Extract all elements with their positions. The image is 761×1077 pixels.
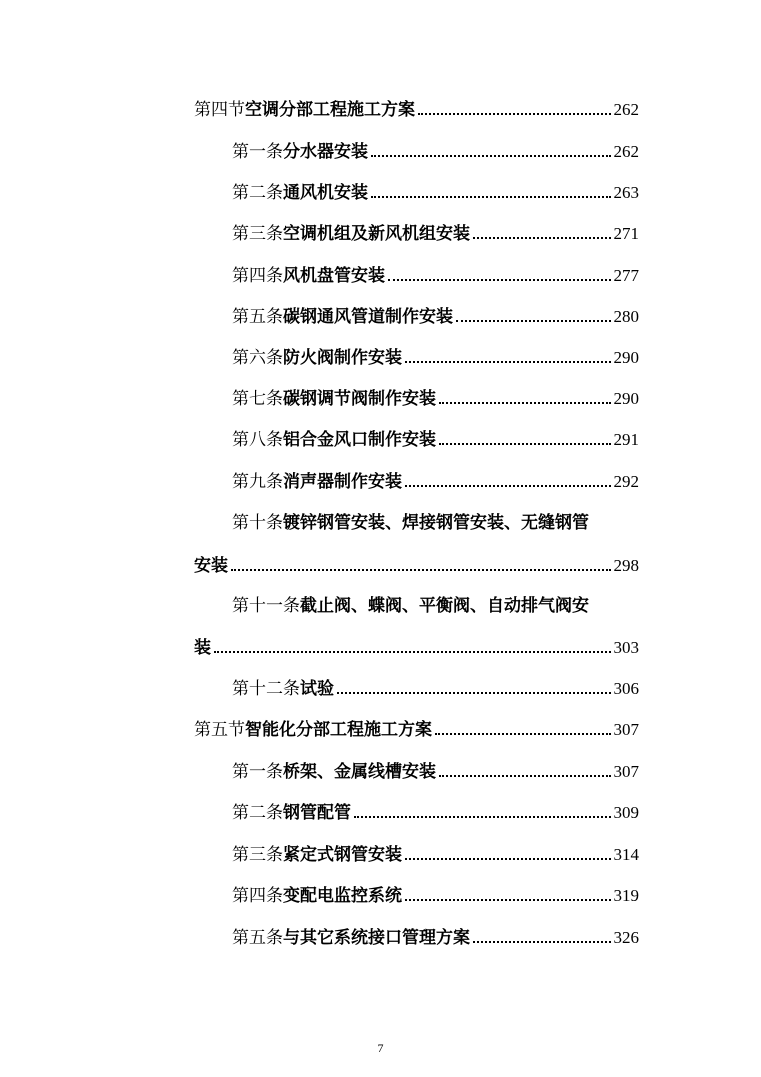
dot-leader bbox=[405, 857, 611, 860]
toc-prefix: 第八条 bbox=[232, 430, 283, 450]
toc-prefix: 第五条 bbox=[232, 928, 283, 948]
toc-prefix: 第十一条 bbox=[232, 596, 300, 616]
toc-prefix: 第五条 bbox=[232, 307, 283, 327]
toc-page-number: 326 bbox=[613, 928, 639, 947]
toc-prefix: 第六条 bbox=[232, 348, 283, 368]
dot-leader bbox=[405, 360, 611, 363]
toc-prefix: 第十条 bbox=[232, 513, 283, 533]
dot-leader bbox=[439, 774, 611, 777]
toc-section-5[interactable] bbox=[194, 719, 639, 741]
toc-item[interactable] bbox=[232, 802, 639, 824]
dot-leader bbox=[214, 650, 611, 653]
dot-leader bbox=[354, 815, 611, 818]
toc-heading: 试验 bbox=[300, 679, 334, 699]
toc-prefix: 第五节 bbox=[194, 720, 245, 740]
toc-title bbox=[232, 761, 436, 783]
toc-prefix: 第三条 bbox=[232, 845, 283, 865]
toc-heading: 碳钢通风管道制作安装 bbox=[283, 307, 453, 327]
toc-page-number: 262 bbox=[613, 142, 639, 161]
toc-title bbox=[232, 844, 402, 866]
toc-page-number: 314 bbox=[613, 845, 639, 864]
dot-leader bbox=[371, 195, 611, 198]
toc-page-number: 307 bbox=[613, 762, 639, 781]
toc-item[interactable] bbox=[232, 141, 639, 163]
toc-prefix: 第三条 bbox=[232, 224, 283, 244]
toc-item-11-line1[interactable] bbox=[232, 595, 639, 617]
toc-prefix: 第二条 bbox=[232, 183, 283, 203]
toc-title bbox=[232, 512, 589, 534]
toc-page-number: 291 bbox=[613, 430, 639, 449]
toc-title bbox=[232, 388, 436, 410]
toc-heading: 桥架、金属线槽安装 bbox=[283, 762, 436, 782]
toc-heading: 智能化分部工程施工方案 bbox=[245, 720, 432, 740]
toc-item[interactable] bbox=[232, 471, 639, 493]
toc-title bbox=[194, 99, 415, 121]
toc-prefix: 第四节 bbox=[194, 100, 245, 120]
toc-title bbox=[232, 347, 402, 369]
toc-page-number: 290 bbox=[613, 348, 639, 367]
toc-title bbox=[232, 927, 470, 949]
toc-item-10-line2[interactable] bbox=[194, 555, 639, 577]
toc-title bbox=[232, 802, 351, 824]
toc-heading: 变配电监控系统 bbox=[283, 886, 402, 906]
toc-heading: 空调分部工程施工方案 bbox=[245, 100, 415, 120]
dot-leader bbox=[418, 112, 611, 115]
toc-item[interactable] bbox=[232, 844, 639, 866]
toc-prefix: 第一条 bbox=[232, 142, 283, 162]
toc-title bbox=[232, 182, 368, 204]
toc-page-number: 309 bbox=[613, 803, 639, 822]
toc-title bbox=[232, 429, 436, 451]
toc-prefix: 第九条 bbox=[232, 472, 283, 492]
toc-heading-continued: 安装 bbox=[194, 556, 228, 576]
toc-prefix: 第一条 bbox=[232, 762, 283, 782]
toc-title bbox=[232, 306, 453, 328]
toc-item[interactable] bbox=[232, 429, 639, 451]
toc-title bbox=[194, 719, 432, 741]
toc-page-number: 298 bbox=[613, 556, 639, 575]
toc-heading: 通风机安装 bbox=[283, 183, 368, 203]
toc-prefix: 第四条 bbox=[232, 886, 283, 906]
toc-page-number: 271 bbox=[613, 224, 639, 243]
dot-leader bbox=[405, 484, 611, 487]
toc-item[interactable] bbox=[232, 265, 639, 287]
toc-title bbox=[232, 223, 470, 245]
toc-page-number: 263 bbox=[613, 183, 639, 202]
dot-leader bbox=[439, 442, 611, 445]
toc-prefix: 第七条 bbox=[232, 389, 283, 409]
toc-section-4[interactable] bbox=[194, 99, 639, 121]
toc-item[interactable] bbox=[232, 885, 639, 907]
toc-item[interactable] bbox=[232, 927, 639, 949]
toc-title bbox=[232, 885, 402, 907]
toc-title bbox=[232, 595, 589, 617]
dot-leader bbox=[439, 401, 611, 404]
toc-prefix: 第十二条 bbox=[232, 679, 300, 699]
toc-heading: 空调机组及新风机组安装 bbox=[283, 224, 470, 244]
toc-item[interactable] bbox=[232, 347, 639, 369]
toc-page-number: 306 bbox=[613, 679, 639, 698]
toc-heading: 镀锌钢管安装、焊接钢管安装、无缝钢管 bbox=[283, 513, 589, 533]
dot-leader bbox=[337, 691, 611, 694]
toc-item[interactable] bbox=[232, 306, 639, 328]
dot-leader bbox=[456, 319, 611, 322]
toc-heading: 截止阀、蝶阀、平衡阀、自动排气阀安 bbox=[300, 596, 589, 616]
toc-page-number: 307 bbox=[613, 720, 639, 739]
toc-heading: 钢管配管 bbox=[283, 803, 351, 823]
toc-heading: 风机盘管安装 bbox=[283, 266, 385, 286]
toc-page-number: 303 bbox=[613, 638, 639, 657]
toc-prefix: 第二条 bbox=[232, 803, 283, 823]
toc-page-number: 292 bbox=[613, 472, 639, 491]
toc-heading: 紧定式钢管安装 bbox=[283, 845, 402, 865]
toc-item[interactable] bbox=[232, 388, 639, 410]
footer-page-number: 7 bbox=[377, 1041, 384, 1055]
toc-page-number: 277 bbox=[613, 266, 639, 285]
toc-heading: 消声器制作安装 bbox=[283, 472, 402, 492]
toc-item[interactable] bbox=[232, 761, 639, 783]
toc-title bbox=[232, 265, 385, 287]
toc-title bbox=[232, 678, 334, 700]
toc-item[interactable] bbox=[232, 223, 639, 245]
toc-heading: 防火阀制作安装 bbox=[283, 348, 402, 368]
toc-page-number: 280 bbox=[613, 307, 639, 326]
dot-leader bbox=[405, 898, 611, 901]
toc-heading: 碳钢调节阀制作安装 bbox=[283, 389, 436, 409]
toc-item-11-line2[interactable] bbox=[194, 637, 639, 659]
toc-heading: 分水器安装 bbox=[283, 142, 368, 162]
dot-leader bbox=[231, 568, 611, 571]
toc-heading: 铝合金风口制作安装 bbox=[283, 430, 436, 450]
toc-item-12[interactable] bbox=[232, 678, 639, 700]
toc-prefix: 第四条 bbox=[232, 266, 283, 286]
dot-leader bbox=[435, 732, 611, 735]
toc-page-number: 290 bbox=[613, 389, 639, 408]
dot-leader bbox=[371, 154, 611, 157]
toc-page-number: 319 bbox=[613, 886, 639, 905]
toc-heading-continued: 装 bbox=[194, 638, 211, 658]
dot-leader bbox=[388, 278, 611, 281]
toc-title bbox=[232, 471, 402, 493]
toc-page-number: 262 bbox=[613, 100, 639, 119]
toc-item[interactable] bbox=[232, 182, 639, 204]
dot-leader bbox=[473, 940, 611, 943]
toc-heading: 与其它系统接口管理方案 bbox=[283, 928, 470, 948]
toc-item-10-line1[interactable] bbox=[232, 512, 639, 534]
dot-leader bbox=[473, 236, 611, 239]
toc-title bbox=[232, 141, 368, 163]
